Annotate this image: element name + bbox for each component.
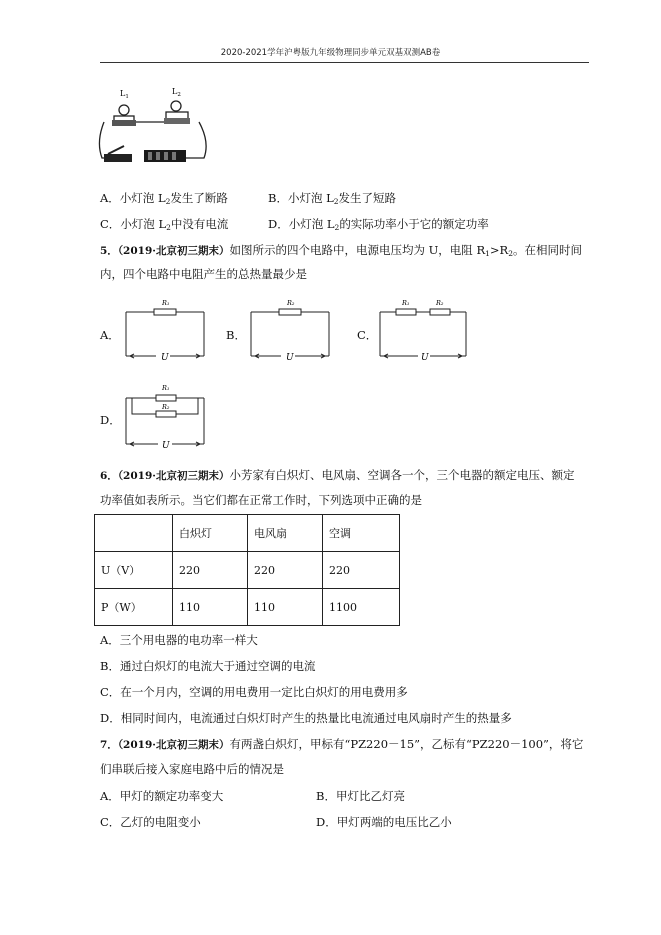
q5-circuit-d-letter: D．: [100, 413, 121, 427]
q5-d-resistor2-label: R₂: [162, 403, 170, 411]
table-cell: U（V）: [95, 552, 173, 589]
q5-c-resistor2-label: R₂: [436, 299, 444, 307]
q5-d-resistor1-label: R₁: [162, 384, 170, 392]
q6-option-d: D．相同时间内，电流通过白炽灯时产生的热量比电流通过电风扇时产生的热量多: [100, 711, 512, 725]
q6-option-c: C．在一个月内，空调的用电费用一定比白炽灯的用电费用多: [100, 685, 408, 699]
q5-a-resistor-label: R₁: [162, 299, 170, 307]
q6-option-a: A．三个用电器的电功率一样大: [100, 633, 258, 647]
q4-option-a: A．小灯泡 $L_2$发生了断路: [100, 191, 228, 206]
q4-circuit-figure: [94, 82, 214, 174]
q5-c-resistor1-label: R₁: [402, 299, 410, 307]
q7-option-d: D．甲灯两端的电压比乙小: [316, 815, 452, 829]
table-header-cell: [95, 515, 173, 552]
header-divider: [100, 62, 589, 63]
q5-circuit-b-letter: B．: [226, 328, 246, 342]
q6-stem-line1: 6．（2019·北京初三期末）小芳家有白炽灯、电风扇、空调各一个，三个电器的额定电压、额定: [100, 468, 575, 482]
q7-option-b: B．甲灯比乙灯亮: [316, 789, 405, 803]
q7-option-c: C．乙灯的电阻变小: [100, 815, 201, 829]
table-cell: 1100: [323, 589, 400, 626]
q5-a-voltage-label: U: [161, 353, 169, 363]
q5-circuit-d: [118, 378, 212, 454]
table-cell: P（W）: [95, 589, 173, 626]
page-header-title: 2020-2021学年沪粤版九年级物理同步单元双基双测AB卷: [220, 48, 441, 58]
battery-icon: [144, 150, 186, 162]
q4-option-d: D．小灯泡 $L_2$的实际功率小于它的额定功率: [268, 217, 489, 232]
table-header-cell: 白炽灯: [173, 515, 248, 552]
table-header-cell: 电风扇: [248, 515, 323, 552]
table-row: [95, 552, 400, 589]
q7-option-a: A．甲灯的额定功率变大: [100, 789, 224, 803]
q5-circuit-c-letter: C．: [357, 328, 378, 342]
table-header-row: [95, 515, 400, 552]
table-cell: 110: [248, 589, 323, 626]
q5-b-voltage-label: U: [286, 353, 294, 363]
q5-circuit-a: [118, 296, 210, 366]
table-cell: 110: [173, 589, 248, 626]
table-row: [95, 589, 400, 626]
q5-stem-line1: 5．（2019·北京初三期末）如图所示的四个电路中，电源电压均为 U，电阻 $R_1>R_2$。在相同时间: [100, 243, 582, 258]
lamp1-label: $L_1$: [120, 89, 129, 100]
q6-option-b: B．通过白炽灯的电流大于通过空调的电流: [100, 659, 316, 673]
lamp2-label: $L_2$: [172, 87, 181, 98]
q7-stem-line2: 们串联后接入家庭电路中后的情况是: [100, 762, 284, 776]
q5-circuit-a-letter: A．: [100, 328, 120, 342]
q7-stem-line1: 7．（2019·北京初三期末）有两盏白炽灯，甲标有“PZ220－15”，乙标有“PZ220－100”，将它: [100, 737, 584, 751]
q4-option-c: C．小灯泡 $L_2$中没有电流: [100, 217, 229, 232]
table-cell: 220: [323, 552, 400, 589]
table-cell: 220: [173, 552, 248, 589]
q5-b-resistor-label: R₂: [287, 299, 295, 307]
q6-rating-table: [94, 514, 400, 626]
q5-circuit-c: [374, 294, 474, 366]
q4-option-b: B．小灯泡 $L_2$发生了短路: [268, 191, 397, 206]
q5-d-voltage-label: U: [162, 441, 170, 451]
q5-c-voltage-label: U: [421, 353, 429, 363]
q5-circuit-b: [243, 296, 335, 366]
q5-stem-line2: 内，四个电路中电阻产生的总热量最少是: [100, 267, 307, 281]
table-cell: 220: [248, 552, 323, 589]
table-header-cell: 空调: [323, 515, 400, 552]
q6-stem-line2: 功率值如表所示。当它们都在正常工作时，下列选项中正确的是: [100, 493, 422, 507]
switch-icon: [104, 146, 132, 162]
